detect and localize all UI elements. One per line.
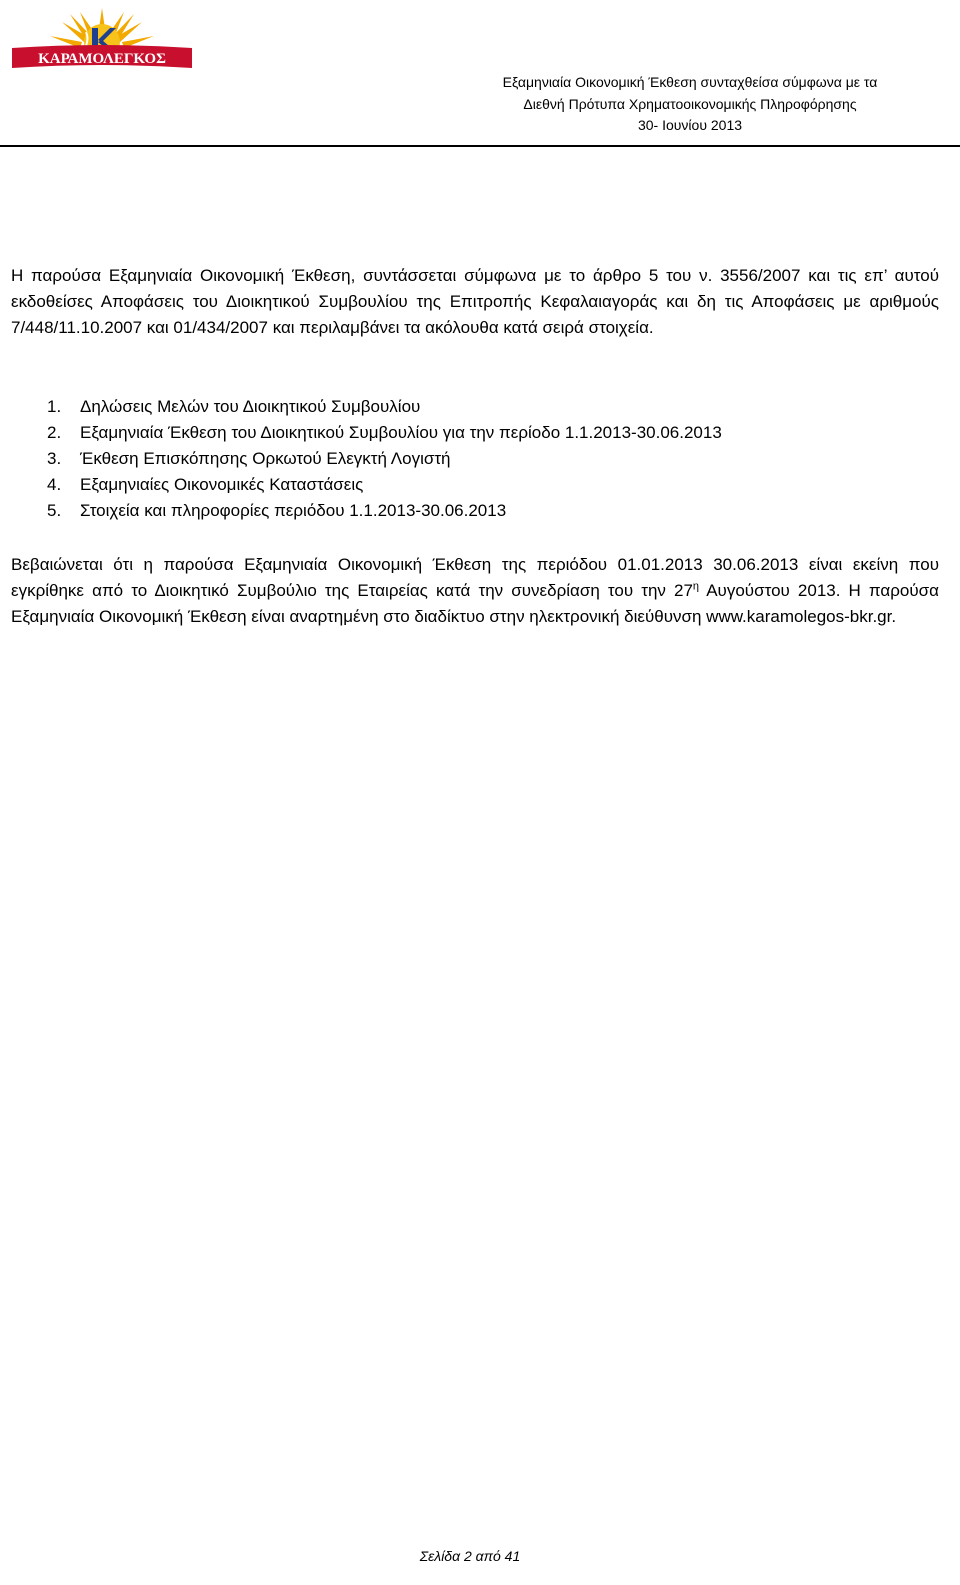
confirmation-paragraph: Βεβαιώνεται ότι η παρούσα Εξαμηνιαία Οικονομική Έκθεση της περιόδου 01.01.2013 30.06.2013 είναι εκείνη που εγκρίθηκε από το Διοικητικό Συμβούλιο της Εταιρείας κατά την συνεδρίαση του την $27^\eta$ Αυγούστου 2013. Η παρούσα Εξαμηνιαία Οικονομική Έκθεση είναι αναρτημένη στο διαδίκτυο στην ηλεκτρονική διεύθυνση www.karamolegos-bkr.gr. — [11, 555, 939, 626]
header-divider — [0, 145, 960, 147]
intro-paragraph: Η παρούσα Εξαμηνιαία Οικονομική Έκθεση, συντάσσεται σύμφωνα με το άρθρο 5 του ν. 3556/2007 και τις επ’ αυτού εκδοθείσες Αποφάσεις του Διοικητικού Συμβουλίου της Επιτροπής Κεφαλαιαγοράς και δη τις Αποφάσεις με αριθμούς 7/448/11.10.2007 και 01/434/2007 και περιλαμβάνει τα ακόλουθα κατά σειρά στοιχεία. — [11, 266, 939, 337]
page-header — [0, 0, 960, 148]
header-line-2: Διεθνή Πρότυπα Χρηματοοικονομικής Πληροφόρησης — [523, 95, 857, 112]
list-item: 4. Εξαμηνιαίες Οικονομικές Καταστάσεις — [47, 475, 364, 494]
header-line-1: Εξαμηνιαία Οικονομική Έκθεση συνταχθείσα σύμφωνα με τα — [502, 74, 878, 90]
header-line-3: 30- Ιουνίου 2013 — [637, 117, 743, 133]
list-item: 1. Δηλώσεις Μελών του Διοικητικού Συμβουλίου — [47, 397, 421, 416]
list-item: 2. Εξαμηνιαία Έκθεση του Διοικητικού Συμβουλίου για την περίοδο 1.1.2013-30.06.2013 — [47, 423, 722, 442]
ordinal-superscript: η — [692, 580, 700, 593]
karamolegos-logo — [10, 2, 194, 74]
list-item: 5. Στοιχεία και πληροφορίες περιόδου 1.1.2013-30.06.2013 — [47, 501, 507, 520]
logo-text: ΚΑΡΑΜΟΛΕΓΚΟΣ — [38, 51, 166, 67]
contents-list — [47, 394, 927, 524]
list-item: 3. Έκθεση Επισκόπησης Ορκωτού Ελεγκτή Λογιστή — [47, 449, 451, 468]
page-number: Σελίδα 2 από 41 — [419, 1548, 521, 1564]
